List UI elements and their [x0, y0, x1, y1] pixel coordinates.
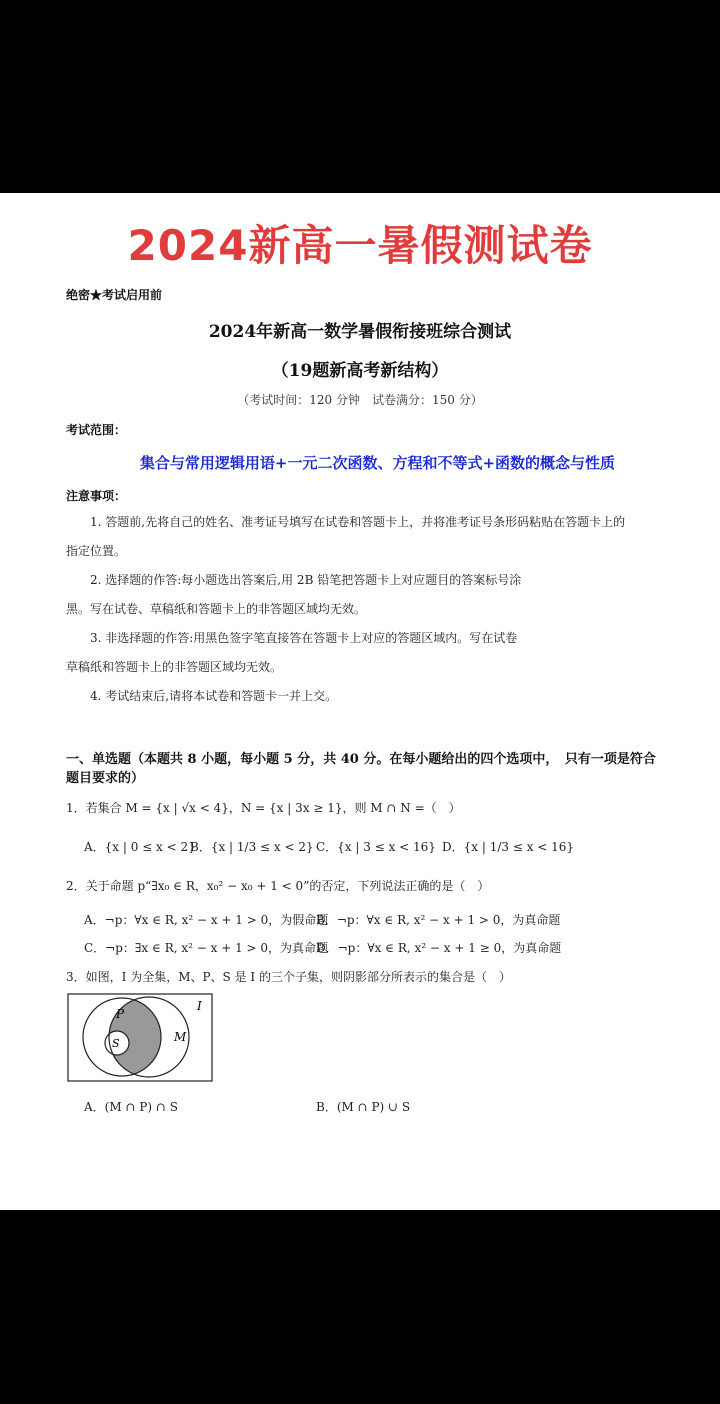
exam-subtitle: （19题新高考新结构）: [271, 361, 449, 381]
label-m: M: [174, 1030, 187, 1044]
q2-option-d: D．¬p：∀x ∈ R, x² − x + 1 ≥ 0，为真命题: [316, 941, 562, 955]
exam-title: 2024年新高一数学暑假衔接班综合测试: [208, 322, 512, 342]
exam-info: （考试时间：120 分钟 试卷满分：150 分）: [237, 393, 483, 407]
q2-option-b: B．¬p：∀x ∈ R, x² − x + 1 > 0，为真命题: [316, 913, 561, 927]
scope-label: 考试范围：: [66, 423, 127, 437]
label-i: I: [197, 999, 202, 1013]
section-heading: 一、单选题（本题共 8 小题，每小题 5 分，共 40 分。在每小题给出的四个选项中， 只有一项是符合题目要求的）: [66, 752, 656, 786]
note-3-line-1: 3. 非选择题的作答:用黑色签字笔直接答在答题卡上对应的答题区域内。写在试卷: [90, 631, 518, 645]
banner-title: 2024新高一暑假测试卷: [127, 221, 593, 270]
q3-option-b: B．(M ∩ P) ∪ S: [316, 1100, 411, 1114]
q1-option-d: D．{x | 1/3 ≤ x < 16}: [442, 840, 575, 854]
q3-stem: 3．如图，I 为全集，M、P、S 是 I 的三个子集，则阴影部分所表示的集合是（ ）: [66, 970, 511, 984]
q2-option-c: C．¬p：∃x ∈ R, x² − x + 1 > 0，为真命题: [84, 941, 329, 955]
q2-option-a: A．¬p：∀x ∈ R, x² − x + 1 > 0，为假命题: [84, 913, 329, 927]
note-3-line-2: 草稿纸和答题卡上的非答题区域均无效。: [66, 660, 283, 674]
q1-option-a: A．{x | 0 ≤ x < 2}: [84, 840, 196, 854]
notes-label: 注意事项：: [66, 489, 127, 503]
q3-option-a: A．(M ∩ P) ∩ S: [84, 1100, 178, 1114]
note-1-line-2: 指定位置。: [66, 544, 127, 558]
document-page: [0, 193, 720, 1210]
note-1-line-1: 1. 答题前,先将自己的姓名、准考证号填写在试卷和答题卡上，并将准考证号条形码粘贴在答题卡上的: [90, 515, 626, 529]
note-2-line-2: 黑。写在试卷、草稿纸和答题卡上的非答题区域均无效。: [66, 602, 367, 616]
note-2-line-1: 2. 选择题的作答:每小题选出答案后,用 2B 铅笔把答题卡上对应题目的答案标号涂: [90, 573, 522, 587]
q1-stem: 1．若集合 M = {x | √x < 4}，N = {x | 3x ≥ 1}，则 M ∩ N =（ ）: [66, 801, 461, 815]
q2-stem: 2．关于命题 p“∃x₀ ∈ R，x₀² − x₀ + 1 < 0”的否定，下列说法正确的是（ ）: [66, 879, 490, 893]
label-s: S: [112, 1037, 120, 1050]
q1-option-b: B．{x | 1/3 ≤ x < 2}: [190, 840, 314, 854]
note-4: 4. 考试结束后,请将本试卷和答题卡一并上交。: [90, 689, 338, 703]
exam-scope: 集合与常用逻辑用语+一元二次函数、方程和不等式+函数的概念与性质: [139, 454, 616, 472]
label-p: P: [116, 1007, 125, 1021]
confidential-label: 绝密★考试启用前: [66, 288, 163, 302]
venn-diagram: [67, 993, 213, 1083]
q1-option-c: C．{x | 3 ≤ x < 16}: [316, 840, 436, 854]
